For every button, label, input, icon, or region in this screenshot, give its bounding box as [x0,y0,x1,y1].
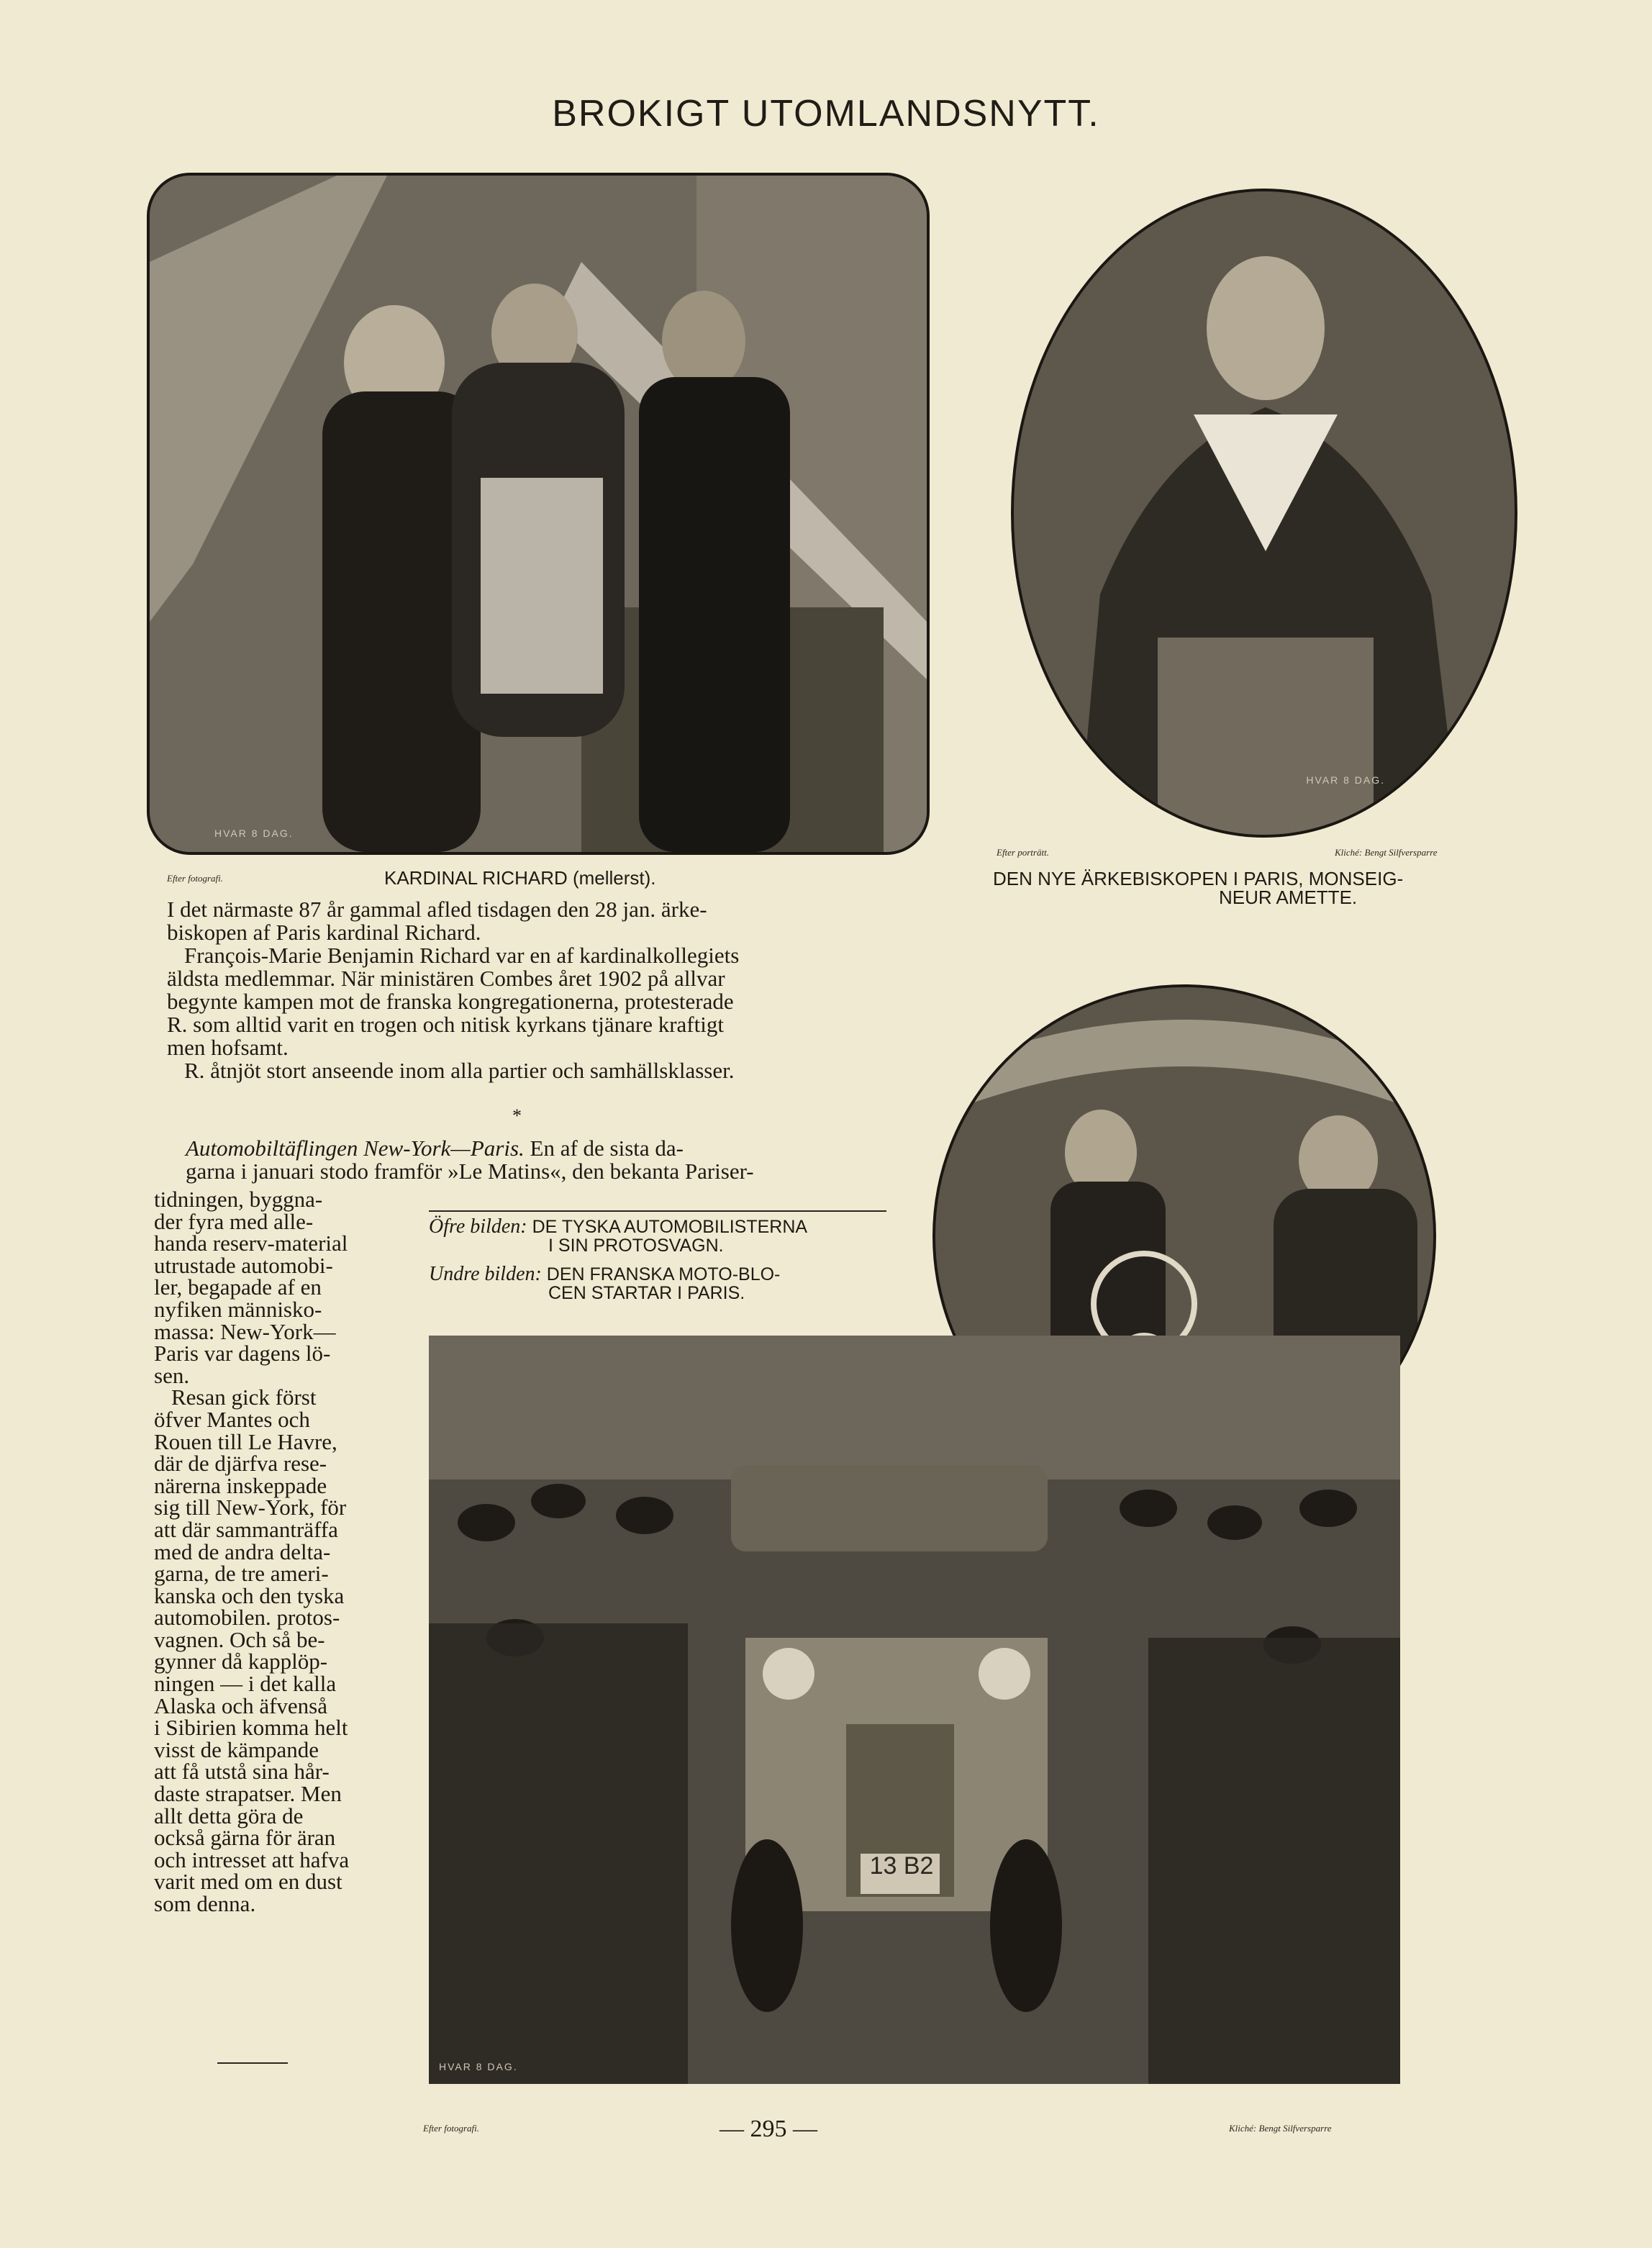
article1-line-6: R. som alltid varit en trogen och nitisk kyrkans tjänare kraftigt [167,1012,724,1037]
col-line-21: vagnen. Och så be- [154,1626,325,1652]
col-line-26: visst de kämpande [154,1736,319,1762]
automobile-article-column [154,1189,391,1916]
crowd-photo [429,1336,1400,2084]
crowd-credit-left: Efter fotografi. [423,2123,479,2134]
col-line-18: garna, de tre ameri- [154,1561,329,1587]
archbishop-caption-line1: DEN NYE ÄRKEBISKOPEN I PARIS, MONSEIG- [993,868,1404,889]
col-line-11: öfver Mantes och [154,1406,310,1432]
cardinal-photo-art [150,176,927,852]
article1-line-8: R. åtnjöt stort anseende inom alla partier och samhällsklasser. [184,1058,735,1083]
col-line-32: varit med om en dust [154,1869,342,1895]
section-separator: * [512,1105,522,1126]
col-line-5: ler, begapade af en [154,1274,322,1300]
column-end-rule [217,2062,288,2064]
col-line-13: där de djärfva rese- [154,1451,327,1477]
col-line-23: ningen — i det kalla [154,1671,337,1697]
col-line-27: att få utstå sina hår- [154,1759,330,1785]
cardinal-watermark: HVAR 8 DAG. [214,828,294,839]
col-line-16: att där sammanträffa [154,1516,338,1542]
upper-caption-line2: I SIN PROTOSVAGN. [548,1236,724,1256]
cardinal-photo [147,173,930,855]
archbishop-credit-right: Kliché: Bengt Silfversparre [1335,847,1438,858]
article2-heading: Automobiltäflingen New-York—Paris. [186,1136,525,1161]
article1-line-2: biskopen af Paris kardinal Richard. [167,920,481,945]
lower-caption-line1: DEN FRANSKA MOTO-BLO- [546,1264,781,1284]
col-line-7: massa: New-York— [154,1318,336,1344]
col-line-25: i Sibirien komma helt [154,1715,348,1741]
col-line-6: nyfiken människo- [154,1296,322,1322]
car-plate: 13 B2 [869,1852,934,1880]
lower-caption-line2: CEN STARTAR I PARIS. [548,1283,745,1303]
col-line-9: sen. [154,1362,190,1388]
crowd-photo-art [429,1336,1400,2084]
col-line-19: kanska och den tyska [154,1582,345,1608]
automobile-article-intro [186,1137,905,1183]
col-line-28: daste strapatser. Men [154,1781,342,1807]
photo-captions [429,1215,904,1303]
article1-line-4: äldsta medlemmar. När ministären Combes året 1902 på allvar [167,966,725,991]
col-line-15: sig till New-York, för [154,1495,347,1520]
article1-line-5: begynte kampen mot de franska kongregationerna, protesterade [167,989,734,1014]
article1-line-3: François-Marie Benjamin Richard var en af kardinalkollegiets [184,943,740,968]
col-line-3: handa reserv-material [154,1230,348,1256]
crowd-watermark: HVAR 8 DAG. [439,2061,518,2072]
crowd-credit-right: Kliché: Bengt Silfversparre [1229,2123,1332,2134]
col-line-31: och intresset att hafva [154,1846,350,1872]
col-line-22: gynner då kapplöp- [154,1649,328,1674]
caption-rule [429,1210,886,1212]
upper-caption-line1: DE TYSKA AUTOMOBILISTERNA [532,1217,808,1237]
col-line-12: Rouen till Le Havre, [154,1428,337,1454]
cardinal-article [167,898,894,1082]
col-line-33: som denna. [154,1891,256,1916]
archbishop-portrait [1011,189,1517,838]
lower-caption-label: Undre bilden: [429,1263,542,1285]
article2-intro-line2: garna i januari stodo framför »Le Matins«, den bekanta Pariser- [186,1159,754,1184]
col-line-17: med de andra delta- [154,1538,331,1564]
cardinal-photo-caption: KARDINAL RICHARD (mellerst). [384,867,656,889]
col-line-20: automobilen. protos- [154,1605,340,1631]
col-line-1: tidningen, byggna- [154,1187,323,1212]
col-line-2: der fyra med alle- [154,1208,314,1234]
article2-intro-rest: En af de sista da- [524,1136,684,1161]
archbishop-caption-line2: NEUR AMETTE. [1219,887,1358,908]
col-line-29: allt detta göra de [154,1803,304,1828]
archbishop-portrait-art [1014,191,1515,835]
archbishop-credit-left: Efter porträtt. [997,847,1049,858]
article1-line-1: I det närmaste 87 år gammal afled tisdagen den 28 jan. ärke- [167,897,707,922]
upper-caption-label: Öfre bilden: [429,1215,527,1238]
col-line-14: närerna inskeppade [154,1472,327,1498]
col-line-4: utrustade automobi- [154,1252,333,1278]
cardinal-photo-credit: Efter fotografi. [167,873,223,884]
archbishop-watermark: HVAR 8 DAG. [1306,774,1385,786]
col-line-8: Paris var dagens lö- [154,1341,331,1367]
page-number: — 295 — [720,2116,817,2142]
article1-line-7: men hofsamt. [167,1035,289,1060]
col-line-24: Alaska och äfvenså [154,1692,328,1718]
col-line-10: Resan gick först [171,1384,317,1410]
page-title: BROKIGT UTOMLANDSNYTT. [552,93,1100,135]
col-line-30: också gärna för äran [154,1825,336,1851]
